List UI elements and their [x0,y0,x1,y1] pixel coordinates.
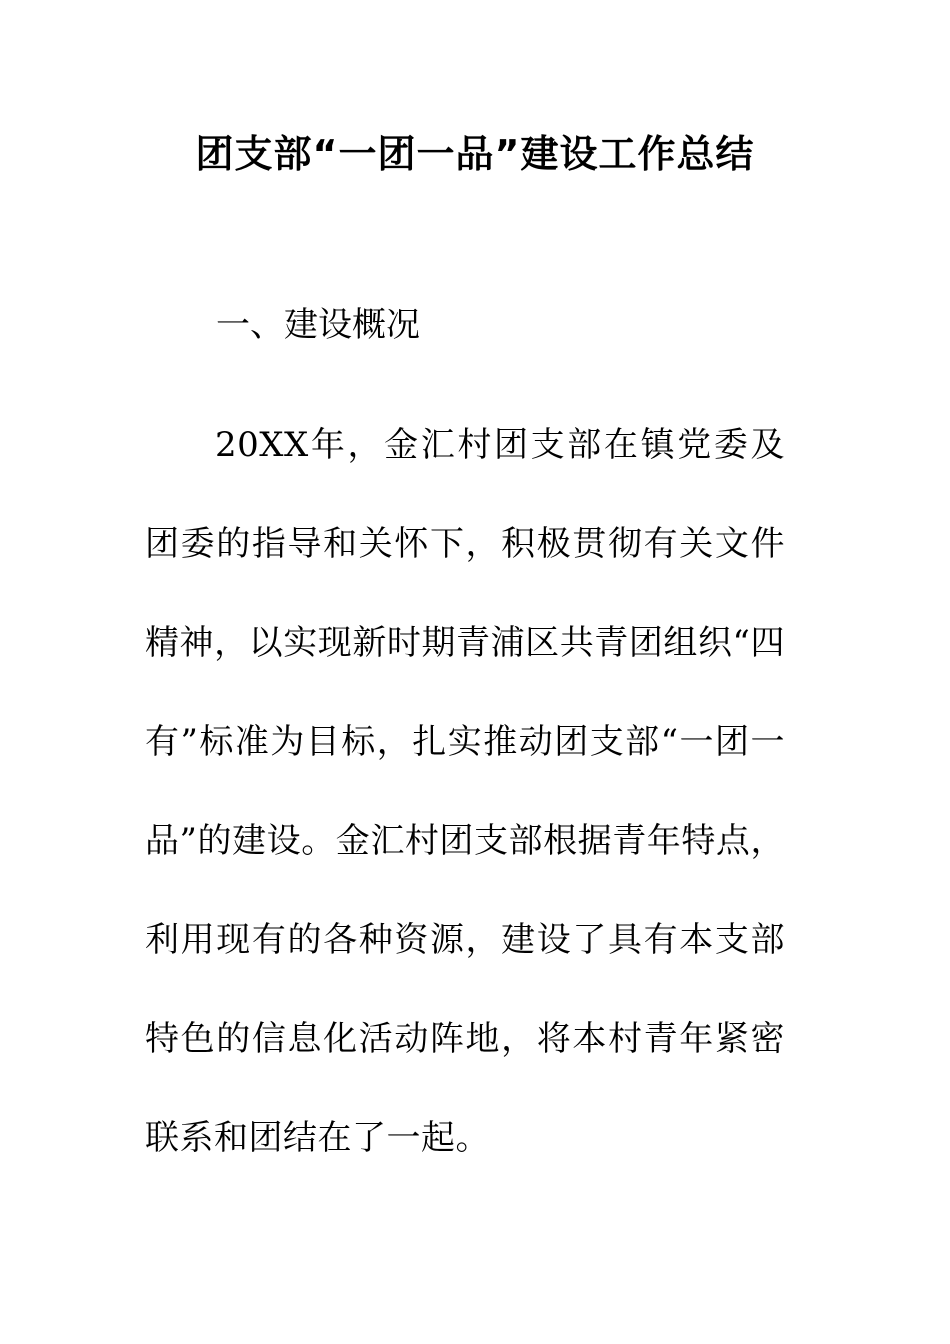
document-title: 团支部“一团一品”建设工作总结 [195,132,755,176]
body-paragraph: 20XX年，金汇村团支部在镇党委及团委的指导和关怀下，积极贯彻有关文件精神，以实现新时期青浦区共青团组织“四有”标准为目标，扎实推动团支部“一团一品”的建设。金汇村团支部根据青年特点，利用现有的各种资源，建设了具有本支部特色的信息化活动阵地，将本村青年紧密联系和团结在了一起。 [145,425,785,1158]
section-heading: 一、建设概况 [216,305,420,345]
